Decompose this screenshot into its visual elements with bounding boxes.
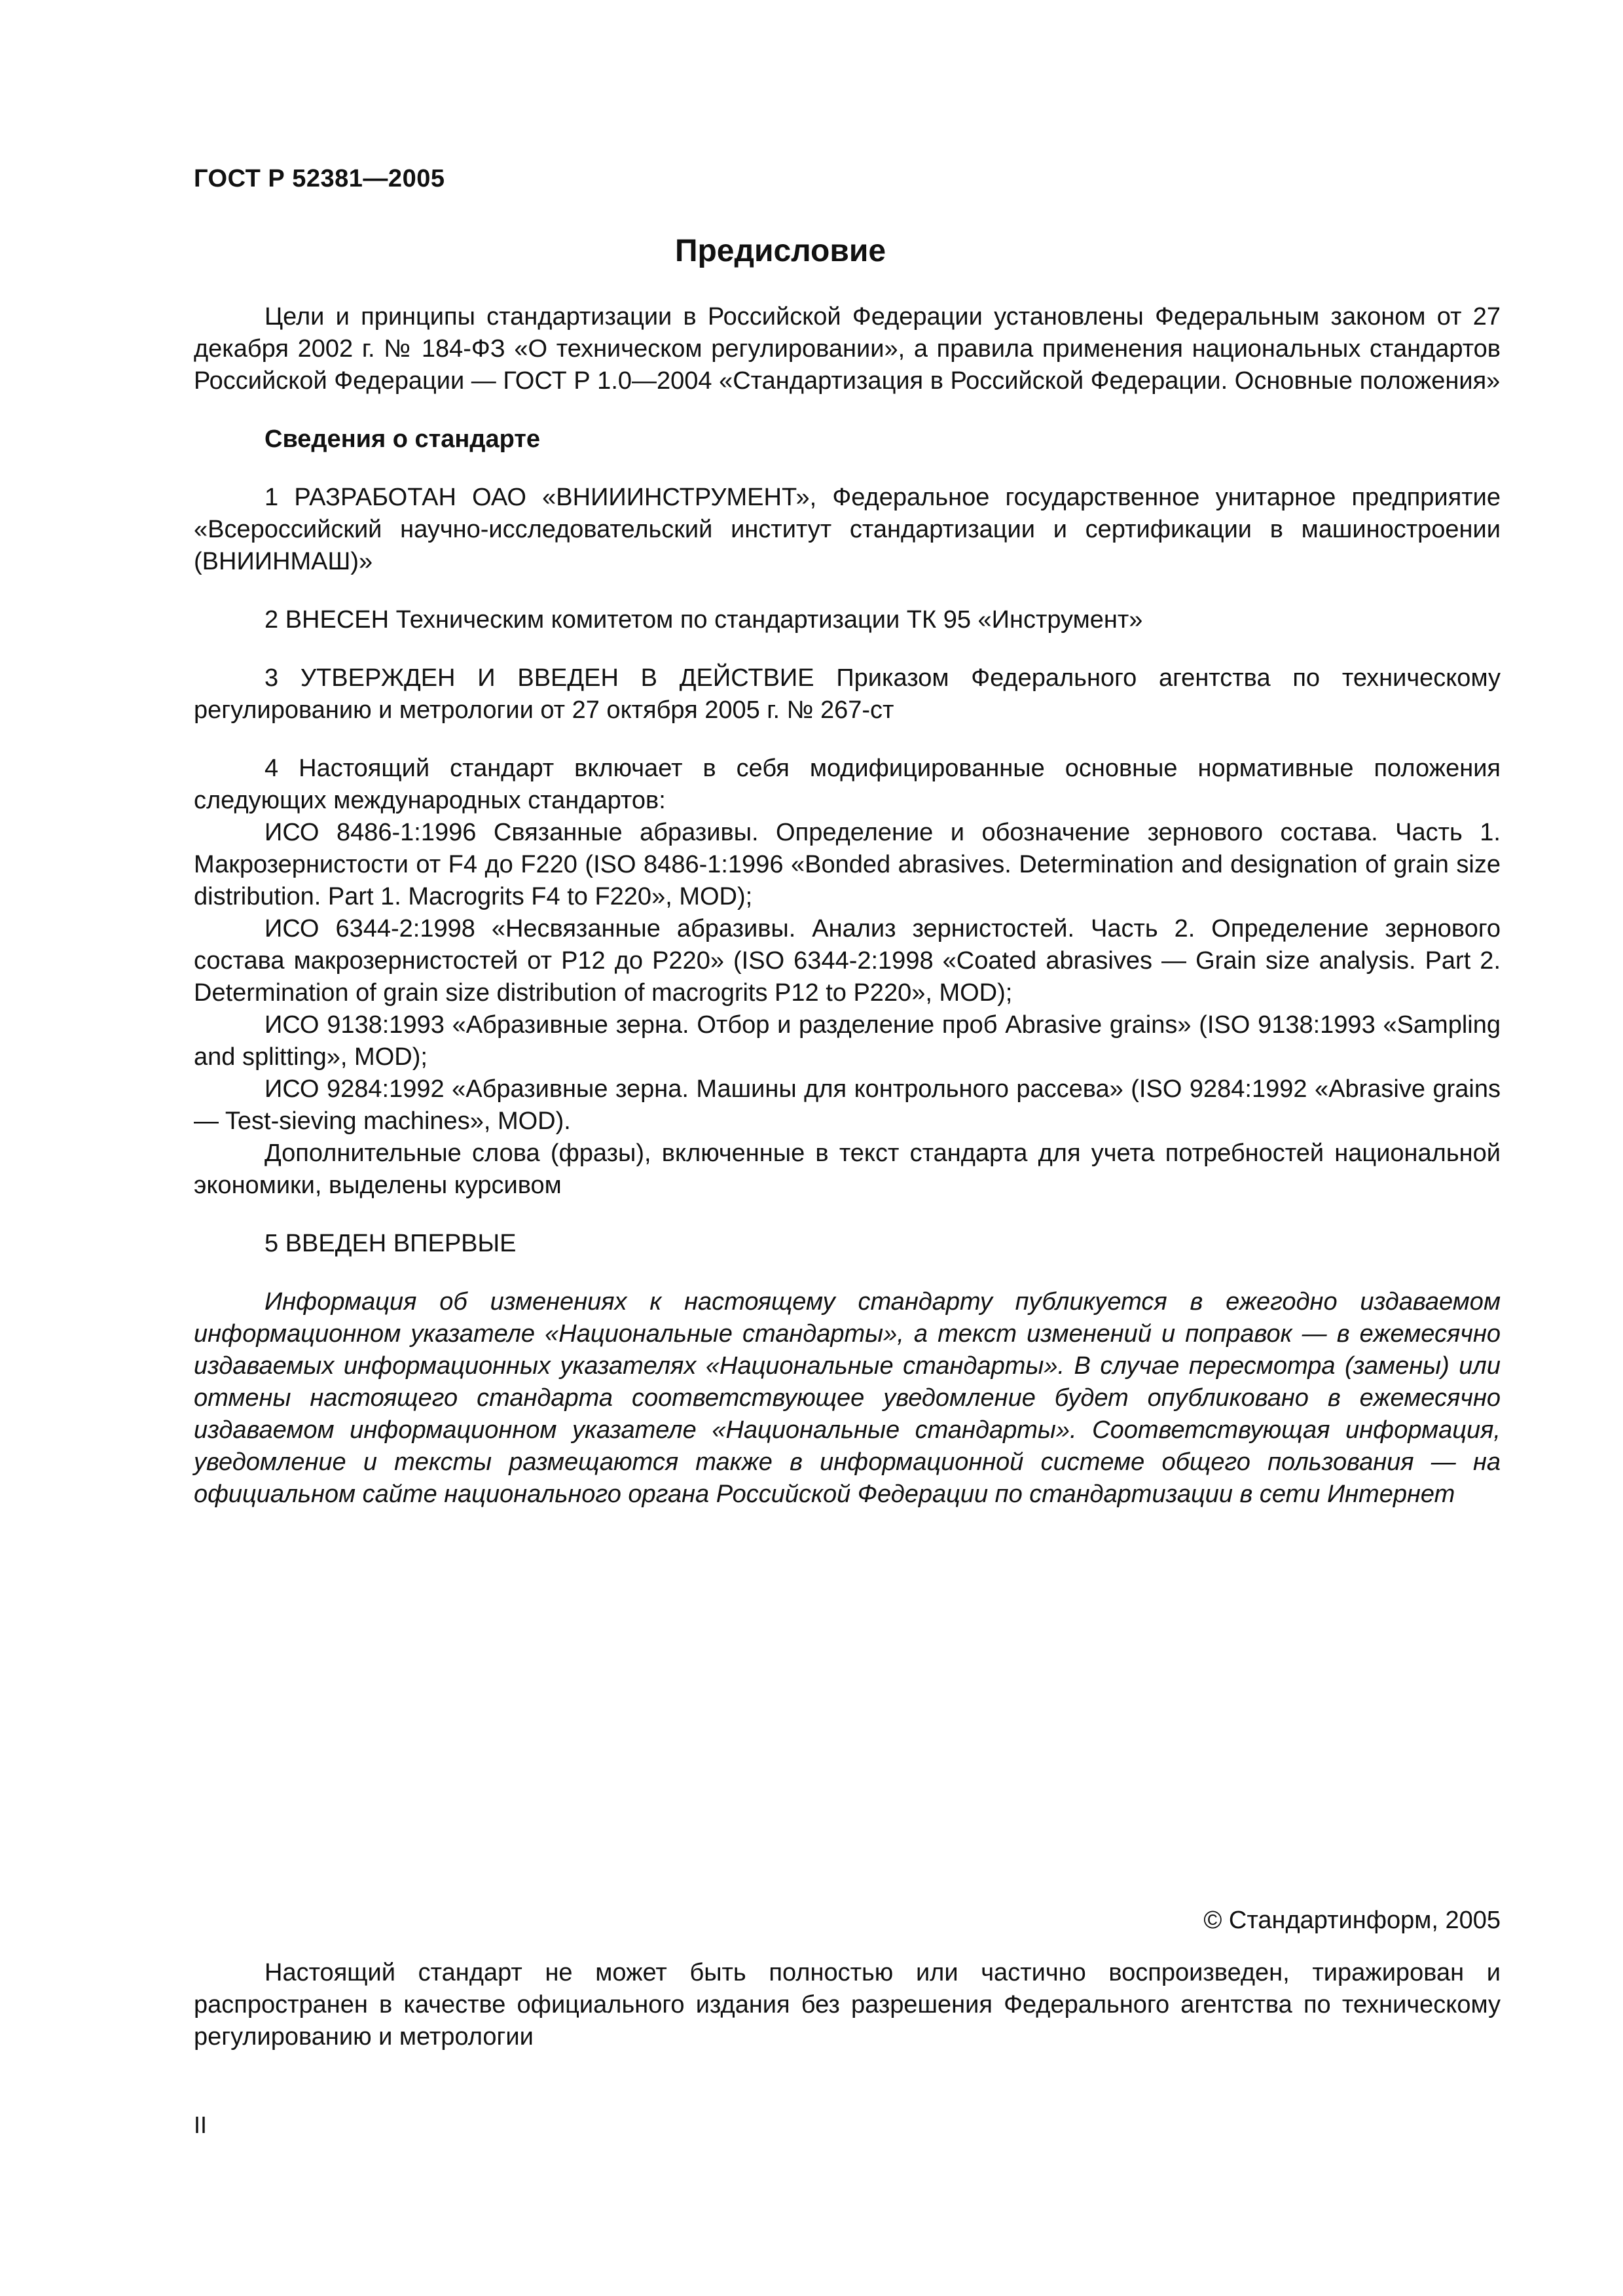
reproduction-notice [194,1957,1501,2053]
iso-9284-paragraph: ИСО 9284:1992 «Абразивные зерна. Машины для контрольного рассева» (ISO 9284:1992 «Abrasive grains — Test-sieving machines», MOD). [194,1075,1501,1135]
intro-paragraph: Цели и принципы стандартизации в Российской Федерации установлены Федеральным законом от 27 декабря 2002 г. № 184-ФЗ «О техническом регулировании», а правила применения национальных стандартов Российской Федерации — ГОСТ Р 1.0—2004 «Стандартизация в Российской Федерации. Основные положения» [194,303,1501,395]
item-3-paragraph: 3 УТВЕРЖДЕН И ВВЕДЕН В ДЕЙСТВИЕ Приказом Федерального агентства по техническому регулированию и метрологии от 27 октября 2005 г. № 267-ст [194,664,1501,724]
item-1-paragraph: 1 РАЗРАБОТАН ОАО «ВНИИИНСТРУМЕНТ», Федеральное государственное унитарное предприятие «Всероссийский научно-исследовательский институт стандартизации и сертификации в машиностроении (ВНИИНМАШ)» [194,484,1501,575]
iso-8486-paragraph: ИСО 8486-1:1996 Связанные абразивы. Определение и обозначение зернового состава. Часть 1. Макрозернистости от F4 до F220 (ISO 8486-1:1996 «Bonded abrasives. Determination and designation of grain size distribution. Part 1. Macrogrits F4 to F220», MOD); [194,819,1501,910]
page-number: II [194,2111,208,2138]
item-4-paragraph: 4 Настоящий стандарт включает в себя модифицированные основные нормативные положения следующих международных стандартов: [194,755,1501,814]
section-heading: Сведения о стандарте [264,425,541,453]
iso-9138-paragraph: ИСО 9138:1993 «Абразивные зерна. Отбор и разделение проб Abrasive grains» (ISO 9138:1993 «Sampling and splitting», MOD); [194,1011,1501,1071]
page-title: Предисловие [674,234,886,268]
copyright-line: © Стандартинформ, 2005 [1203,1907,1501,1934]
main-text-block [194,301,1501,1511]
item-5-paragraph: 5 ВВЕДЕН ВПЕРВЫЕ [264,1230,517,1257]
reproduction-notice-text: Настоящий стандарт не может быть полностью или частично воспроизведен, тиражирован и распространен в качестве официального издания без разрешения Федерального агентства по техническому регулированию и метрологии [194,1959,1501,2051]
iso-6344-paragraph: ИСО 6344-2:1998 «Несвязанные абразивы. Анализ зернистостей. Часть 2. Определение зернового состава макрозернистостей от P12 до P220» (ISO 6344-2:1998 «Coated abrasives — Grain size analysis. Part 2. Determination of grain size distribution of macrogrits P12 to P220», MOD); [194,915,1501,1007]
changes-info-paragraph: Информация об изменениях к настоящему стандарту публикуется в ежегодно издаваемом информационном указателе «Национальные стандарты», а текст изменений и поправок — в ежемесячно издаваемых информационных указателях «Национальные стандарты». В случае пересмотра (замены) или отмены настоящего стандарта соответствующее уведомление будет опубликовано в ежемесячно издаваемом информационном указателе «Национальные стандарты». Соответствующая информация, уведомление и тексты размещаются также в информационной системе общего пользования — на официальном сайте национального органа Российской Федерации по стандартизации в сети Интернет [194,1288,1501,1508]
standard-code-header: ГОСТ Р 52381—2005 [194,165,445,192]
item-2-paragraph: 2 ВНЕСЕН Техническим комитетом по стандартизации ТК 95 «Инструмент» [264,606,1143,634]
extra-words-paragraph: Дополнительные слова (фразы), включенные в текст стандарта для учета потребностей национальной экономики, выделены курсивом [194,1139,1501,1199]
